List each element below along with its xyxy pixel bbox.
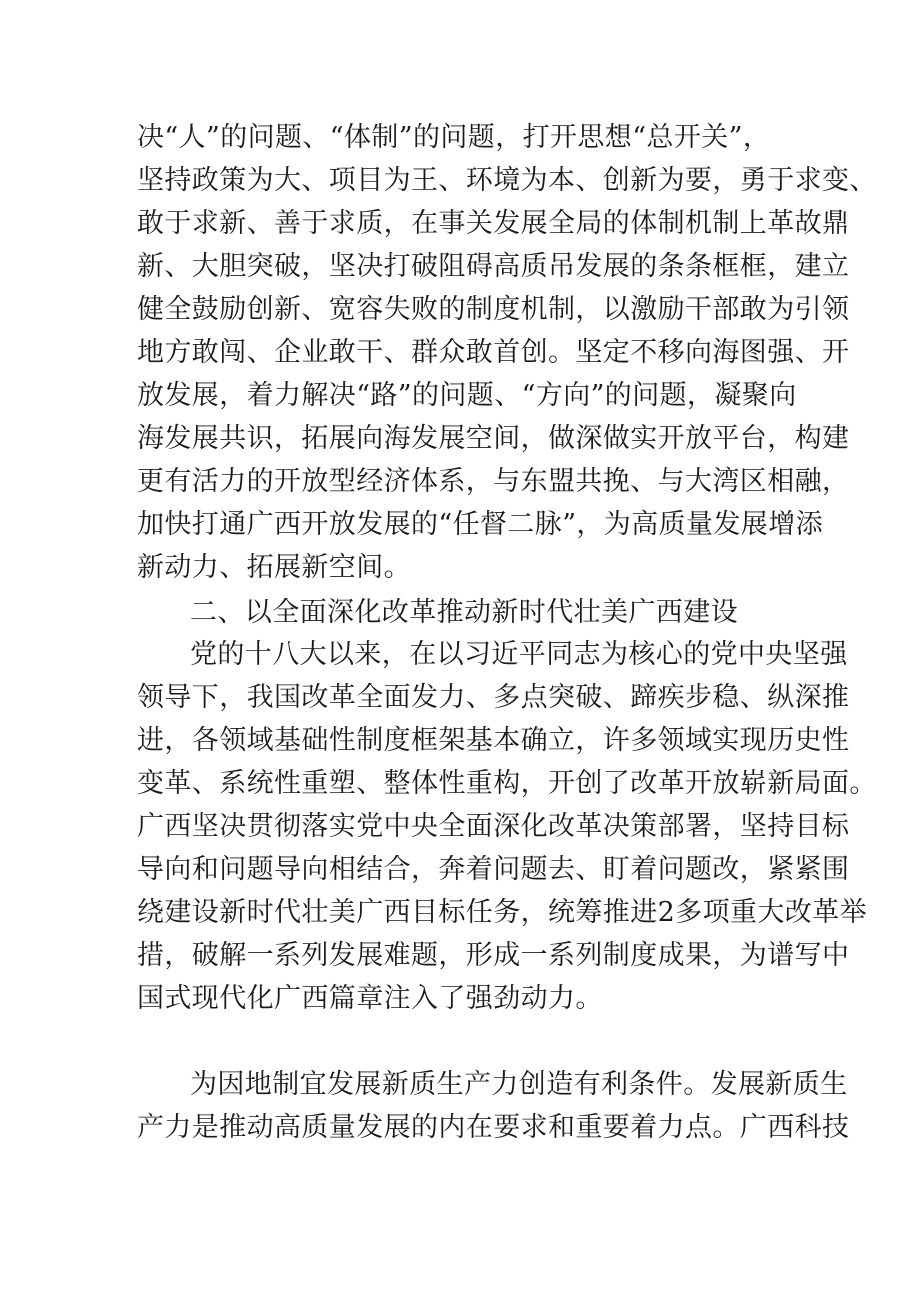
paragraph-line: 国式现代化广西篇章注入了强劲动力。 — [137, 983, 603, 1014]
paragraph-line: 敢于求新、善于求质，在事关发展全局的体制机制上革故鼎 — [137, 208, 850, 239]
paragraph-line: 领导下，我国改革全面发力、多点突破、蹄疾步稳、纵深推 — [137, 682, 850, 713]
paragraph-line: 党的十八大以来，在以习近平同志为核心的党中央坚强 — [190, 639, 848, 670]
paragraph-line: 放发展，着力解决“路”的问题、“方向”的问题，凝聚向 — [137, 380, 797, 411]
paragraph-line: 导向和问题导向相结合，奔着问题去、盯着问题改，紧紧围 — [137, 854, 850, 885]
paragraph-line: 决“人”的问题、“体制”的问题，打开思想“总开关”， — [137, 122, 771, 153]
paragraph-line: 变革、系统性重塑、整体性重构，开创了改革开放崭新局面。 — [137, 768, 877, 799]
paragraph-line: 措，破解一系列发展难题，形成一系列制度成果，为谱写中 — [137, 940, 850, 971]
paragraph-line: 进，各领域基础性制度框架基本确立，许多领域实现历史性 — [137, 725, 850, 756]
section-heading: 二、以全面深化改革推动新时代壮美广西建设 — [190, 597, 738, 628]
paragraph-line: 更有活力的开放型经济体系，与东盟共挽、与大湾区相融， — [137, 466, 850, 497]
paragraph-line: 加快打通广西开放发展的“任督二脉”，为高质量发展增添 — [137, 509, 824, 540]
paragraph-line: 广西坚决贯彻落实党中央全面深化改革决策部署，坚持目标 — [137, 811, 850, 842]
paragraph-line: 地方敢闯、企业敢干、群众敢首创。坚定不移向海图强、开 — [137, 337, 850, 368]
paragraph-line: 健全鼓励创新、宽容失败的制度机制，以激励干部敢为引领 — [137, 294, 850, 325]
paragraph-line: 新、大胆突破，坚决打破阻碍高质吊发展的条条框框，建立 — [137, 251, 850, 282]
paragraph-line: 为因地制宜发展新质生产力创造有利条件。发展新质生 — [190, 1069, 848, 1100]
paragraph-line: 坚持政策为大、项目为王、环境为本、创新为要，勇于求变、 — [137, 165, 877, 196]
paragraph-line: 新动力、拓展新空间。 — [137, 552, 411, 583]
paragraph-line: 产力是推动高质量发展的内在要求和重要着力点。广西科技 — [137, 1112, 850, 1143]
paragraph-line: 绕建设新时代壮美广西目标任务，统筹推进2多项重大改革举 — [137, 897, 867, 928]
paragraph-line: 海发展共识，拓展向海发展空间，做深做实开放平台，构建 — [137, 423, 850, 454]
